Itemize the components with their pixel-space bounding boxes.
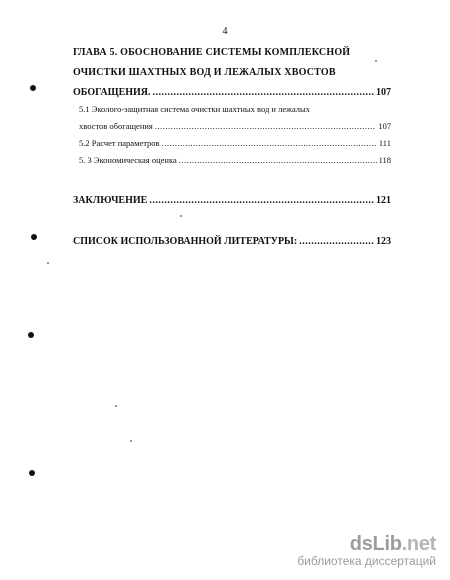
scan-speck <box>180 215 182 217</box>
section-5-3-title: 5. 3 Экономическая оценка <box>79 155 177 165</box>
scan-speck <box>115 405 117 407</box>
section-5-3-page-number: 118 <box>378 155 391 165</box>
leader-dots <box>179 155 377 165</box>
section-5-1-line-1: 5.1 Эколого-защитная система очистки шахтных вод и лежалых <box>79 104 311 114</box>
scan-speck <box>47 262 49 264</box>
section-5-2-row[interactable] <box>79 138 391 148</box>
scan-speck <box>130 440 132 442</box>
section-5-2-title: 5.2 Расчет параметров <box>79 138 160 148</box>
section-5-1-line-2: хвостов обогащения <box>79 121 153 131</box>
leader-dots <box>299 236 374 247</box>
chapter-title-line-3: ОБОГАЩЕНИЯ. <box>73 87 151 98</box>
section-5-3-row[interactable] <box>79 155 391 165</box>
conclusion-row[interactable] <box>73 195 391 206</box>
leader-dots <box>153 87 374 98</box>
binder-hole-dot <box>31 234 37 240</box>
section-5-1-page-number: 107 <box>378 121 391 131</box>
conclusion-label: ЗАКЛЮЧЕНИЕ <box>73 195 148 206</box>
binder-hole-dot <box>28 332 34 338</box>
leader-dots <box>162 138 377 148</box>
binder-hole-dot <box>30 85 36 91</box>
chapter-page-number: 107 <box>376 87 391 98</box>
binder-hole-dot <box>29 470 35 476</box>
page-number: 4 <box>222 26 228 37</box>
leader-dots <box>149 195 374 206</box>
section-5-1-row[interactable] <box>79 121 391 131</box>
references-label: СПИСОК ИСПОЛЬЗОВАННОЙ ЛИТЕРАТУРЫ: <box>73 236 298 247</box>
references-page-number: 123 <box>376 236 391 247</box>
scan-speck <box>375 60 377 62</box>
dslib-watermark <box>297 533 436 568</box>
section-5-2-page-number: 111 <box>378 138 391 148</box>
chapter-title-line-1: ГЛАВА 5. ОБОСНОВАНИЕ СИСТЕМЫ КОМПЛЕКСНОЙ <box>73 47 351 58</box>
references-row[interactable] <box>73 236 391 247</box>
watermark-logo: dsLib.net <box>349 533 436 555</box>
chapter-title-row[interactable] <box>73 87 391 98</box>
chapter-title-line-2: ОЧИСТКИ ШАХТНЫХ ВОД И ЛЕЖАЛЫХ ХВОСТОВ <box>73 67 336 78</box>
conclusion-page-number: 121 <box>376 195 391 206</box>
leader-dots <box>155 121 376 131</box>
watermark-caption: библиотека диссертаций <box>297 554 436 568</box>
